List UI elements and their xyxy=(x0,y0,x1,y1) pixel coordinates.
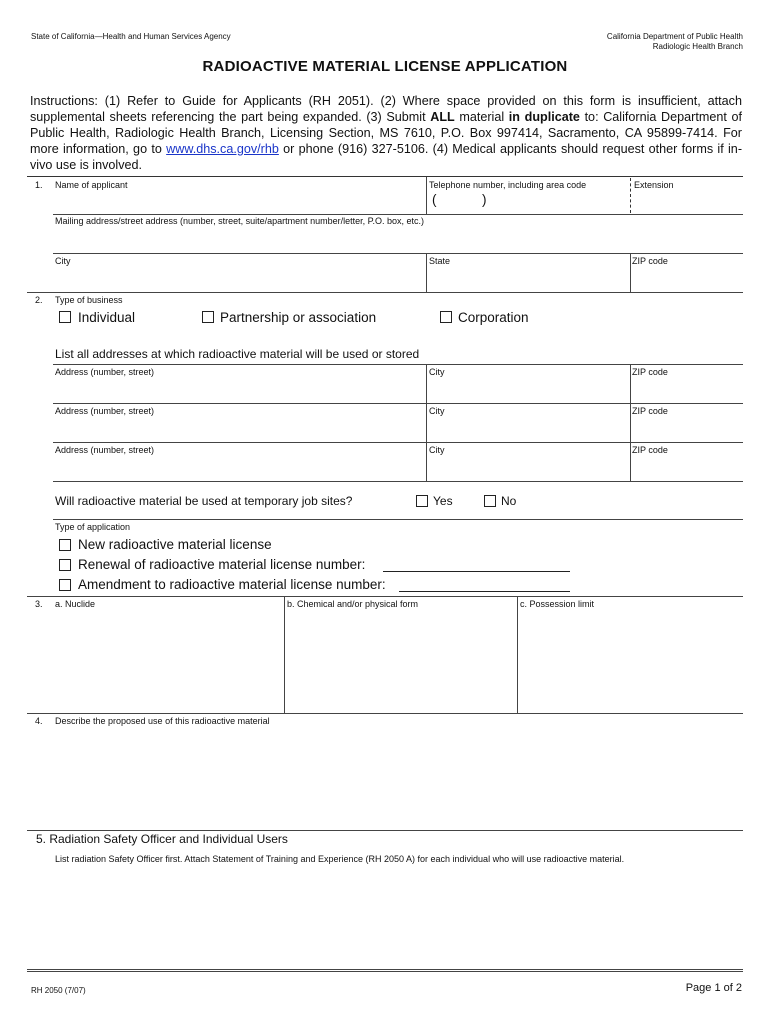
renewal-number-field[interactable] xyxy=(383,571,570,572)
address-2-city-label: City xyxy=(429,406,445,416)
possession-limit-field[interactable] xyxy=(520,612,740,710)
state-label: State xyxy=(429,256,451,266)
website-link[interactable]: www.dhs.ca.gov/rhb xyxy=(166,142,279,156)
extension-label: Extension xyxy=(634,180,674,190)
telephone-field[interactable] xyxy=(496,190,626,212)
business-type-label: Type of business xyxy=(55,295,123,305)
individual-label: Individual xyxy=(78,310,136,325)
zip-label: ZIP code xyxy=(632,256,668,266)
section-5-heading: 5. Radiation Safety Officer and Individual Users xyxy=(36,832,288,846)
address-2-zip-field[interactable] xyxy=(633,418,741,440)
address-3-label: Address (number, street) xyxy=(55,445,155,455)
addresses-heading: List all addresses at which radioactive material will be used or stored xyxy=(55,347,420,361)
amendment-number-field[interactable] xyxy=(399,591,570,592)
divider xyxy=(27,176,743,177)
chemical-form-label: b. Chemical and/or physical form xyxy=(287,599,419,609)
address-3-zip-field[interactable] xyxy=(633,457,741,479)
form-id: RH 2050 (7/07) xyxy=(31,986,86,995)
state-field[interactable] xyxy=(429,268,627,290)
phone-open-paren: ( xyxy=(432,192,437,207)
branch-name: Radiologic Health Branch xyxy=(652,42,743,51)
section-2-number: 2. xyxy=(35,295,43,305)
address-2-label: Address (number, street) xyxy=(55,406,155,416)
amendment-checkbox[interactable] xyxy=(59,579,71,591)
nuclide-label: a. Nuclide xyxy=(55,599,96,609)
address-3-field[interactable] xyxy=(55,457,423,479)
telephone-label: Telephone number, including area code xyxy=(429,180,587,190)
address-2-zip-label: ZIP code xyxy=(632,406,668,416)
instructions: Instructions: (1) Refer to Guide for Applicants (RH 2051). (2) Where space provided on this form is insufficient, attach supplemental sheets referencing the part being expanded. (3) Submit ALL material in duplicate to: California Department of Public Health, Radiologic Health Branch, Licensing Section, MS 7610, P.O. Box 997414, Sacramento, CA 95899-7414. For more information, go to www.dhs.ca.gov/rhb or phone (916) 327-5106. (4) Medical applicants should request other forms if in-vivo use is involved. xyxy=(30,94,743,172)
individual-checkbox[interactable] xyxy=(59,311,71,323)
extension-field[interactable] xyxy=(636,192,736,212)
temp-sites-no-checkbox[interactable] xyxy=(484,495,496,507)
temp-sites-yes-label: Yes xyxy=(433,494,453,508)
partnership-label: Partnership or association xyxy=(220,310,377,325)
temp-sites-yes-checkbox[interactable] xyxy=(416,495,428,507)
mailing-address-label: Mailing address/street address (number, street, suite/apartment number/letter, P.O. box, etc.) xyxy=(55,216,425,226)
address-3-city-label: City xyxy=(429,445,445,455)
amendment-label: Amendment to radioactive material license number: xyxy=(78,577,386,592)
temp-sites-question: Will radioactive material be used at temporary job sites? xyxy=(55,494,353,508)
nuclide-field[interactable] xyxy=(55,612,281,710)
phone-close-paren: ) xyxy=(482,192,487,207)
address-1-city-label: City xyxy=(429,367,445,377)
section-4-number: 4. xyxy=(35,716,43,726)
address-3-city-field[interactable] xyxy=(429,457,627,479)
address-1-zip-field[interactable] xyxy=(633,379,741,401)
address-2-field[interactable] xyxy=(55,418,423,440)
section-1-number: 1. xyxy=(35,180,43,190)
address-1-field[interactable] xyxy=(55,379,423,401)
partnership-checkbox[interactable] xyxy=(202,311,214,323)
address-1-zip-label: ZIP code xyxy=(632,367,668,377)
corporation-checkbox[interactable] xyxy=(440,311,452,323)
address-1-city-field[interactable] xyxy=(429,379,627,401)
zip-field[interactable] xyxy=(633,268,741,290)
users-list-field[interactable] xyxy=(55,870,740,965)
renewal-checkbox[interactable] xyxy=(59,559,71,571)
form-title: RADIOACTIVE MATERIAL LICENSE APPLICATION xyxy=(202,58,568,75)
section-5-instructions: List radiation Safety Officer first. Attach Statement of Training and Experience (RH 2050 A) for each individual who will use radioactive material. xyxy=(55,854,625,864)
proposed-use-field[interactable] xyxy=(55,729,740,827)
new-license-label: New radioactive material license xyxy=(78,537,272,552)
city-label: City xyxy=(55,256,71,266)
chemical-form-field[interactable] xyxy=(287,612,515,710)
section-3-number: 3. xyxy=(35,599,43,609)
applicant-name-label: Name of applicant xyxy=(55,180,128,190)
corporation-label: Corporation xyxy=(458,310,529,325)
new-license-checkbox[interactable] xyxy=(59,539,71,551)
proposed-use-label: Describe the proposed use of this radioactive material xyxy=(55,716,270,726)
app-type-label: Type of application xyxy=(55,522,131,532)
renewal-label: Renewal of radioactive material license number: xyxy=(78,557,366,572)
page-number: Page 1 of 2 xyxy=(685,982,742,994)
department-name: California Department of Public Health xyxy=(606,32,743,41)
mailing-address-field[interactable] xyxy=(55,228,740,250)
possession-limit-label: c. Possession limit xyxy=(520,599,595,609)
city-field[interactable] xyxy=(55,268,423,290)
temp-sites-no-label: No xyxy=(501,494,517,508)
address-3-zip-label: ZIP code xyxy=(632,445,668,455)
applicant-name-field[interactable] xyxy=(55,190,423,212)
agency-name: State of California—Health and Human Services Agency xyxy=(31,32,231,41)
address-1-label: Address (number, street) xyxy=(55,367,155,377)
address-2-city-field[interactable] xyxy=(429,418,627,440)
